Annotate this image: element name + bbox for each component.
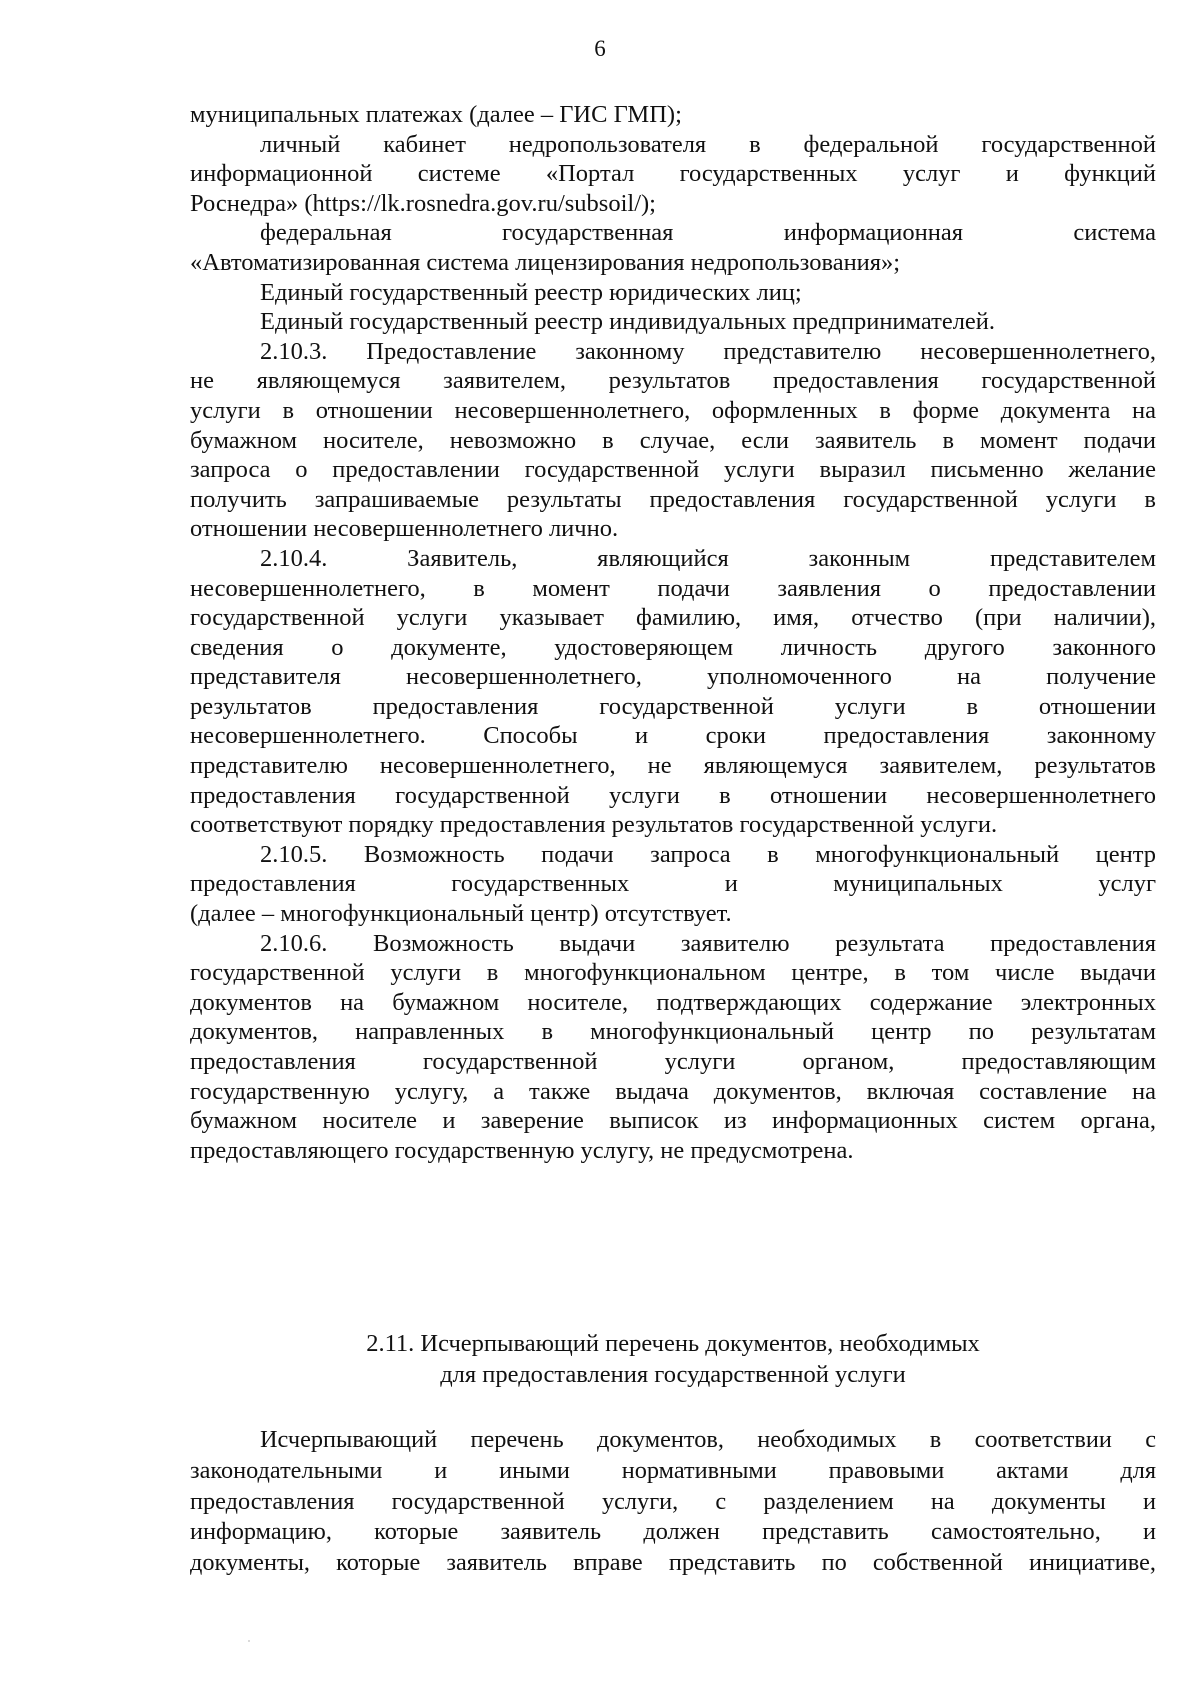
section-2-10-3-start: 2.10.3. Предоставление законному представителю несовершеннолетнего, [260,337,1156,365]
text-line: предоставления государственной услуги, с разделением на документы и [190,1487,1156,1515]
text-line: (далее – многофункциональный центр) отсутствует. [190,900,732,928]
heading-line: для предоставления государственной услуги [440,1361,906,1388]
text-line: Единый государственный реестр индивидуальных предпринимателей. [260,308,996,336]
text-line: услуги в отношении несовершеннолетнего, оформленных в форме документа на [190,396,1156,424]
text-line: федеральная государственная информационная система [260,219,1156,247]
text-line: предоставления государственной услуги в отношении несовершеннолетнего [190,781,1156,809]
text-line: предоставляющего государственную услугу, не предусмотрена. [190,1136,854,1164]
scan-dot [248,1640,250,1642]
text-line: документов на бумажном носителе, подтверждающих содержание электронных [190,988,1156,1016]
text-line: личный кабинет недропользователя в федеральной государственной [260,130,1156,158]
heading-line: 2.11. Исчерпывающий перечень документов, необходимых [366,1330,980,1357]
section-2-10-5-start: 2.10.5. Возможность подачи запроса в многофункциональный центр [260,840,1156,868]
text-line: представителя несовершеннолетнего, уполномоченного на получение [190,663,1156,691]
text-line: несовершеннолетнего. Способы и сроки предоставления законному [190,722,1156,750]
section-2-10-4-start: 2.10.4. Заявитель, являющийся законным представителем [260,544,1156,572]
text-line: Исчерпывающий перечень документов, необходимых в соответствии с [260,1426,1156,1453]
page-number: 6 [594,36,606,61]
section-2-11-heading [190,1328,1156,1390]
text-line: документов, направленных в многофункциональный центр по результатам [190,1018,1156,1046]
text-line: информацию, которые заявитель должен представить самостоятельно, и [190,1518,1156,1546]
text-line: предоставления государственных и муниципальных услуг [190,870,1156,898]
text-line: Единый государственный реестр юридических лиц; [260,278,802,306]
text-line: не являющемуся заявителем, результатов предоставления государственной [190,367,1156,395]
text-line: муниципальных платежах (далее – ГИС ГМП); [190,101,682,128]
text-line: сведения о документе, удостоверяющем личность другого законного [190,633,1156,661]
text-line: получить запрашиваемые результаты предоставления государственной услуги в [190,485,1156,513]
text-line: «Автоматизированная система лицензирования недропользования»; [190,248,901,276]
text-line: бумажном носителе и заверение выписок из информационных систем органа, [190,1107,1156,1135]
text-line: государственной услуги указывает фамилию, имя, отчество (при наличии), [190,604,1156,632]
text-line: Роснедра» (https://lk.rosnedra.gov.ru/subsoil/); [190,189,656,217]
text-line: государственной услуги в многофункциональном центре, в том числе выдачи [190,959,1156,987]
text-line: отношении несовершеннолетнего лично. [190,515,619,543]
text-line: соответствуют порядку предоставления результатов государственной услуги. [190,811,998,839]
text-line: результатов предоставления государственной услуги в отношении [190,692,1156,720]
text-line: запроса о предоставлении государственной услуги выразил письменно желание [190,456,1156,484]
text-line: представителю несовершеннолетнего, не являющемуся заявителем, результатов [190,752,1156,780]
main-text-block [190,100,1156,1165]
text-line: законодательными и иными нормативными правовыми актами для [190,1456,1156,1484]
text-line: предоставления государственной услуги органом, предоставляющим [190,1048,1156,1075]
text-line: информационной системе «Портал государственных услуг и функций [190,160,1156,188]
text-line: бумажном носителе, невозможно в случае, если заявитель в момент подачи [190,426,1156,454]
text-line: документы, которые заявитель вправе представить по собственной инициативе, [190,1549,1156,1577]
text-line: государственную услугу, а также выдача документов, включая составление на [190,1077,1156,1105]
text-line: несовершеннолетнего, в момент подачи заявления о предоставлении [190,574,1156,602]
section-2-10-6-start: 2.10.6. Возможность выдачи заявителю результата предоставления [260,929,1156,957]
section-2-11-text-block [190,1425,1156,1579]
